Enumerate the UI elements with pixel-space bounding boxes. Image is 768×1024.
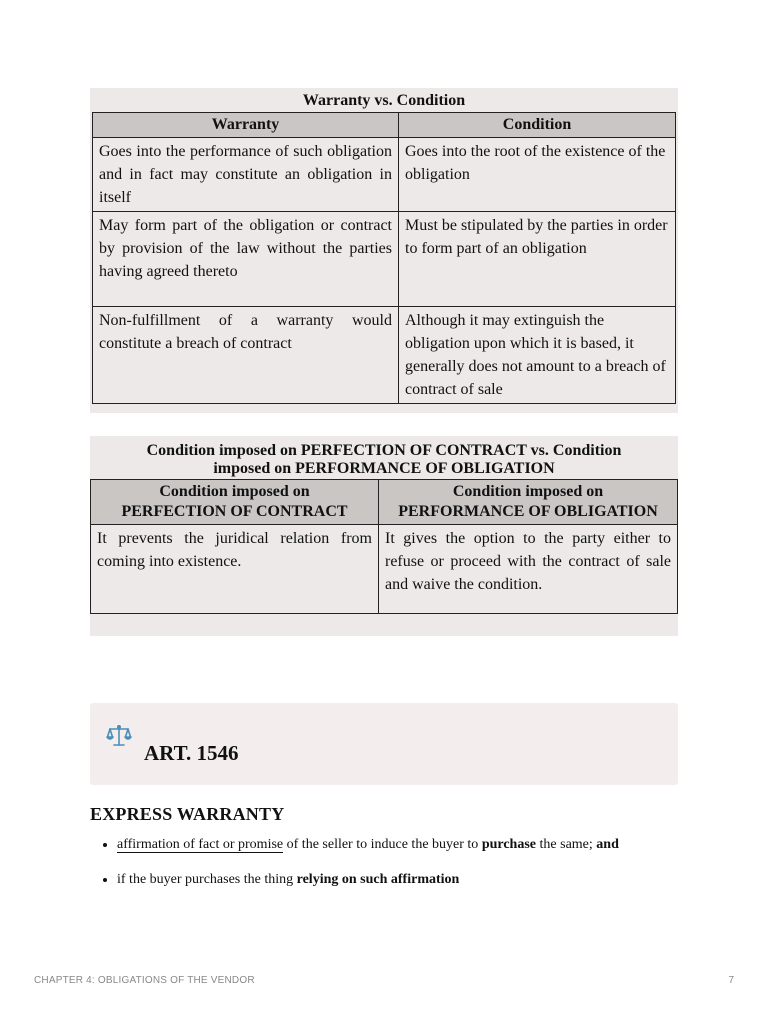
- table-header-perfection: [91, 480, 379, 525]
- table-row: [93, 307, 676, 404]
- requirements-list: [90, 836, 717, 906]
- list-item: [117, 836, 717, 854]
- table-header-warranty: Warranty: [93, 113, 399, 138]
- bullet-text: the same;: [536, 837, 597, 852]
- table-cell: Goes into the root of the existence of the obligation: [399, 138, 676, 212]
- footer-chapter: CHAPTER 4: OBLIGATIONS OF THE VENDOR: [34, 975, 255, 986]
- table-cell: It gives the option to the party either to refuse or proceed with the contract of sale and waive the condition.: [379, 525, 678, 614]
- table-cell: Must be stipulated by the parties in order to form part of an obligation: [399, 212, 676, 307]
- table1-title: Warranty vs. Condition: [302, 92, 466, 109]
- header-line: PERFORMANCE OF OBLIGATION: [398, 503, 658, 520]
- bullet-text: of the seller to induce the buyer to: [283, 837, 482, 852]
- section-heading: EXPRESS WARRANTY: [90, 804, 285, 824]
- warranty-vs-condition-table: [92, 112, 676, 404]
- table-header-row: [93, 113, 676, 138]
- table2-title: [90, 442, 678, 478]
- table-row: [91, 525, 678, 614]
- table-cell: Goes into the performance of such obligation and in fact may constitute an obligation in itself: [93, 138, 399, 212]
- underlined-phrase: affirmation of fact or promise: [117, 837, 284, 852]
- header-line: Condition imposed on: [159, 483, 310, 500]
- bold-text: purchase: [481, 837, 537, 852]
- table-header-row: [91, 480, 678, 525]
- table-header-condition: Condition: [399, 113, 676, 138]
- table-cell: Although it may extinguish the obligation upon which it is based, it generally does not amount to a breach of contract of sale: [399, 307, 676, 404]
- header-line: Condition imposed on: [452, 483, 604, 500]
- bold-text: relying on such affirmation: [296, 872, 460, 887]
- table2-title-line2: imposed on PERFORMANCE OF OBLIGATION: [213, 460, 555, 477]
- table-cell: May form part of the obligation or contract by provision of the law without the parties having agreed thereto: [93, 212, 399, 307]
- list-item: [117, 871, 717, 889]
- scales-of-justice-icon: [106, 723, 132, 749]
- perfection-vs-performance-table: [90, 479, 678, 614]
- warranty-vs-condition-image: [90, 88, 678, 413]
- table-header-performance: [379, 480, 678, 525]
- perfection-vs-performance-image: [90, 436, 678, 636]
- article-callout: [90, 703, 678, 785]
- header-line: PERFECTION OF CONTRACT: [121, 503, 348, 520]
- bold-text: and: [596, 837, 619, 852]
- table-cell: It prevents the juridical relation from coming into existence.: [91, 525, 379, 614]
- article-title: ART. 1546: [144, 741, 239, 765]
- table2-title-line1: Condition imposed on PERFECTION OF CONTRACT vs. Condition: [146, 442, 622, 459]
- table-row: [93, 212, 676, 307]
- footer-page-number: 7: [728, 975, 734, 986]
- bullet-text: if the buyer purchases the thing: [117, 872, 297, 887]
- table-cell: Non-fulfillment of a warranty would constitute a breach of contract: [93, 307, 399, 404]
- table-row: [93, 138, 676, 212]
